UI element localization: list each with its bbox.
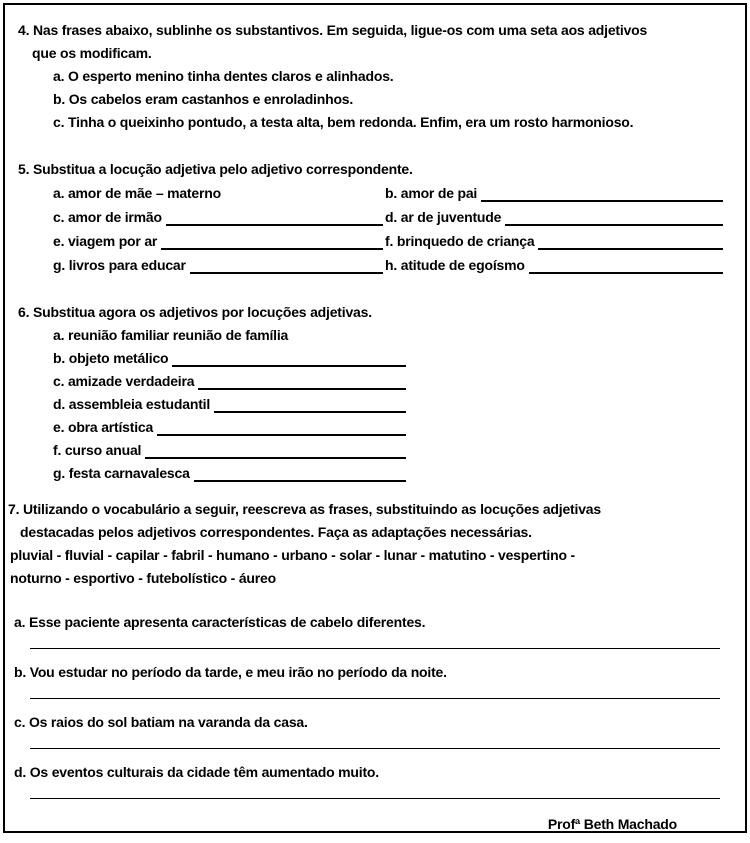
q7-item-a: a. Esse paciente apresenta características de cabelo diferentes.	[14, 614, 426, 630]
q5-item-h	[385, 254, 725, 277]
q5-item-g-blank	[190, 254, 383, 274]
q6-item-f-label: f. curso anual	[53, 442, 142, 458]
q6-item-b	[53, 347, 408, 370]
q5-item-c-blank	[166, 206, 383, 226]
q5-item-b	[385, 182, 725, 205]
q7-vocab-line1: pluvial - fluvial - capilar - fabril - humano - urbano - solar - lunar - matutino - vespertino -	[10, 547, 575, 563]
q5-row-3	[53, 230, 725, 253]
q5-row-2	[53, 206, 725, 229]
q7-item-c: c. Os raios do sol batiam na varanda da casa.	[14, 714, 308, 730]
q7-vocab-line2: noturno - esportivo - futebolístico - áureo	[10, 570, 276, 586]
q5-item-b-label: b. amor de pai	[385, 185, 478, 201]
q6-item-e-blank	[157, 416, 406, 436]
q5-item-a-label: a. amor de mãe – materno	[53, 185, 221, 201]
q6-item-b-label: b. objeto metálico	[53, 350, 169, 366]
q5-item-a	[53, 182, 385, 205]
q5-row-4	[53, 254, 725, 277]
q5-row-1	[53, 182, 725, 205]
q6-item-d-label: d. assembleia estudantil	[53, 396, 211, 412]
q6-item-b-blank	[172, 347, 406, 367]
q5-item-f	[385, 230, 725, 253]
q6-item-a	[53, 324, 408, 347]
q6-item-e-label: e. obra artística	[53, 419, 154, 435]
q5-item-g	[53, 254, 385, 277]
q5-item-d	[385, 206, 725, 229]
teacher-credit: Profª Beth Machado	[547, 816, 677, 832]
worksheet-page	[3, 3, 747, 833]
q5-item-h-label: h. atitude de egoísmo	[385, 257, 525, 273]
q6-item-g	[53, 462, 408, 485]
q4-heading-line2: que os modificam.	[32, 45, 152, 61]
q5-item-e-label: e. viagem por ar	[53, 233, 158, 249]
q6-item-c-label: c. amizade verdadeira	[53, 373, 195, 389]
q6-item-a-label: a. reunião familiar reunião de família	[53, 327, 289, 343]
q7-heading-line1: 7. Utilizando o vocabulário a seguir, reescreva as frases, substituindo as locuções adjetivas	[8, 501, 601, 517]
q5-heading: 5. Substitua a locução adjetiva pelo adjetivo correspondente.	[18, 161, 413, 177]
q4-item-b: b. Os cabelos eram castanhos e enroladinhos.	[53, 91, 354, 107]
q6-item-g-blank	[194, 462, 406, 482]
q5-item-e-blank	[161, 230, 383, 250]
q5-item-e	[53, 230, 385, 253]
q5-item-h-blank	[529, 254, 723, 274]
q4-heading-line1: 4. Nas frases abaixo, sublinhe os substantivos. Em seguida, ligue-os com uma seta aos adjetivos	[18, 22, 648, 38]
q4-item-c: c. Tinha o queixinho pontudo, a testa alta, bem redonda. Enfim, era um rosto harmonioso.	[53, 114, 634, 130]
q5-item-d-blank	[505, 206, 723, 226]
q6-item-f-blank	[145, 439, 406, 459]
q5-item-c	[53, 206, 385, 229]
q5-item-f-label: f. brinquedo de criança	[385, 233, 535, 249]
q6-item-e	[53, 416, 408, 439]
q7-item-b: b. Vou estudar no período da tarde, e meu irão no período da noite.	[14, 664, 447, 680]
q6-heading: 6. Substitua agora os adjetivos por locuções adjetivas.	[18, 304, 372, 320]
q5-item-b-blank	[481, 182, 723, 202]
q6-item-c	[53, 370, 408, 393]
q7-item-d: d. Os eventos culturais da cidade têm aumentado muito.	[14, 764, 379, 780]
q6-item-g-label: g. festa carnavalesca	[53, 465, 190, 481]
q6-item-d	[53, 393, 408, 416]
q6-item-f	[53, 439, 408, 462]
q7-answer-line-a	[30, 648, 720, 649]
q5-item-d-label: d. ar de juventude	[385, 209, 502, 225]
q7-answer-line-c	[30, 748, 720, 749]
q5-item-c-label: c. amor de irmão	[53, 209, 162, 225]
q5-item-g-label: g. livros para educar	[53, 257, 186, 273]
q4-item-a: a. O esperto menino tinha dentes claros e alinhados.	[53, 68, 394, 84]
q7-heading-line2: destacadas pelos adjetivos correspondentes. Faça as adaptações necessárias.	[20, 524, 532, 540]
q5-item-f-blank	[538, 230, 723, 250]
q6-item-c-blank	[198, 370, 406, 390]
q7-answer-line-d	[30, 798, 720, 799]
q6-item-d-blank	[214, 393, 406, 413]
q7-answer-line-b	[30, 698, 720, 699]
